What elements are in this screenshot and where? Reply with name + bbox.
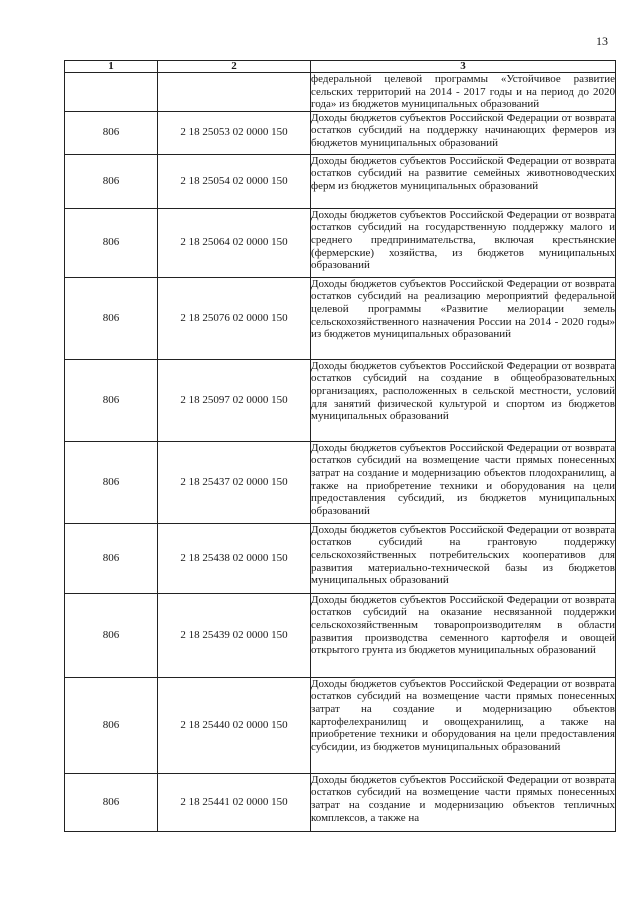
table-row bbox=[65, 359, 616, 441]
admin-code-cell: 806 bbox=[65, 154, 158, 208]
description-cell: Доходы бюджетов субъектов Российской Федерации от возврата остатков субсидий на развитие семейных животноводческих ферм из бюджетов муниципальных образований bbox=[311, 154, 616, 208]
budget-code-cell: 2 18 25441 02 0000 150 bbox=[158, 773, 311, 831]
table-row bbox=[65, 73, 616, 112]
admin-code-cell: 806 bbox=[65, 359, 158, 441]
admin-code-cell: 806 bbox=[65, 441, 158, 523]
budget-code-table bbox=[64, 60, 616, 832]
table-row bbox=[65, 441, 616, 523]
table-row bbox=[65, 277, 616, 359]
budget-code-cell bbox=[158, 73, 311, 112]
table-row bbox=[65, 773, 616, 831]
description-cell: Доходы бюджетов субъектов Российской Федерации от возврата остатков субсидий на создание в общеобразовательных организациях, расположенных в сельской местности, условий для занятий физической культурой и спортом из бюджетов муниципальных образований bbox=[311, 359, 616, 441]
admin-code-cell: 806 bbox=[65, 208, 158, 277]
description-cell: Доходы бюджетов субъектов Российской Федерации от возврата остатков субсидий на реализацию мероприятий федеральной целевой программы «Развитие мелиорации земель сельскохозяйственного назначения России на 2014 - 2020 годы» из бюджетов муниципальных образований bbox=[311, 277, 616, 359]
description-cell: Доходы бюджетов субъектов Российской Федерации от возврата остатков субсидий на оказание несвязанной поддержки сельскохозяйственным товаропроизводителям в области развития производства семенного картофеля и овощей открытого грунта из бюджетов муниципальных образований bbox=[311, 593, 616, 677]
admin-code-cell bbox=[65, 73, 158, 112]
description-cell: Доходы бюджетов субъектов Российской Федерации от возврата остатков субсидий на грантовую поддержку сельскохозяйственных потребительских кооперативов для развития материально-технической базы из бюджетов муниципальных образований bbox=[311, 523, 616, 593]
table-row bbox=[65, 523, 616, 593]
admin-code-cell: 806 bbox=[65, 277, 158, 359]
description-cell: Доходы бюджетов субъектов Российской Федерации от возврата остатков субсидий на возмещение части прямых понесенных затрат на создание и модернизацию объектов картофелехранилищ и овощехранилищ, а также на приобретение техники и оборудования на цели предоставления субсидии, из бюджетов муниципальных образований bbox=[311, 677, 616, 773]
budget-code-cell: 2 18 25440 02 0000 150 bbox=[158, 677, 311, 773]
table-row bbox=[65, 154, 616, 208]
budget-code-cell: 2 18 25437 02 0000 150 bbox=[158, 441, 311, 523]
description-cell: Доходы бюджетов субъектов Российской Федерации от возврата остатков субсидий на возмещение части прямых понесенных затрат на создание и модернизацию объектов тепличных комплексов, а также на bbox=[311, 773, 616, 831]
admin-code-cell: 806 bbox=[65, 593, 158, 677]
admin-code-cell: 806 bbox=[65, 773, 158, 831]
budget-code-cell: 2 18 25076 02 0000 150 bbox=[158, 277, 311, 359]
column-header-1: 1 bbox=[65, 61, 158, 73]
table-row bbox=[65, 111, 616, 154]
table-header-row bbox=[65, 61, 616, 73]
column-header-3: 3 bbox=[311, 61, 616, 73]
admin-code-cell: 806 bbox=[65, 523, 158, 593]
column-header-2: 2 bbox=[158, 61, 311, 73]
table-row bbox=[65, 208, 616, 277]
table-row bbox=[65, 593, 616, 677]
budget-code-cell: 2 18 25438 02 0000 150 bbox=[158, 523, 311, 593]
description-cell: федеральной целевой программы «Устойчивое развитие сельских территорий на 2014 - 2017 годы и на период до 2020 года» из бюджетов муниципальных образований bbox=[311, 73, 615, 111]
table-row bbox=[65, 677, 616, 773]
budget-code-cell: 2 18 25097 02 0000 150 bbox=[158, 359, 311, 441]
description-cell: Доходы бюджетов субъектов Российской Федерации от возврата остатков субсидий на государственную поддержку малого и среднего предпринимательства, включая крестьянские (фермерские) хозяйства, из бюджетов муниципальных образований bbox=[311, 208, 616, 277]
budget-code-cell: 2 18 25053 02 0000 150 bbox=[158, 111, 311, 154]
page-number: 13 bbox=[596, 34, 608, 48]
budget-code-cell: 2 18 25064 02 0000 150 bbox=[158, 208, 311, 277]
budget-code-cell: 2 18 25439 02 0000 150 bbox=[158, 593, 311, 677]
budget-code-cell: 2 18 25054 02 0000 150 bbox=[158, 154, 311, 208]
description-cell: Доходы бюджетов субъектов Российской Федерации от возврата остатков субсидий на поддержку начинающих фермеров из бюджетов муниципальных образований bbox=[311, 111, 616, 154]
description-cell: Доходы бюджетов субъектов Российской Федерации от возврата остатков субсидий на возмещение части прямых понесенных затрат на создание и модернизацию объектов плодохранилищ, а также на приобретение техники и оборудования на цели предоставления субсидий, из бюджетов муниципальных образований bbox=[311, 441, 616, 523]
admin-code-cell: 806 bbox=[65, 111, 158, 154]
admin-code-cell: 806 bbox=[65, 677, 158, 773]
